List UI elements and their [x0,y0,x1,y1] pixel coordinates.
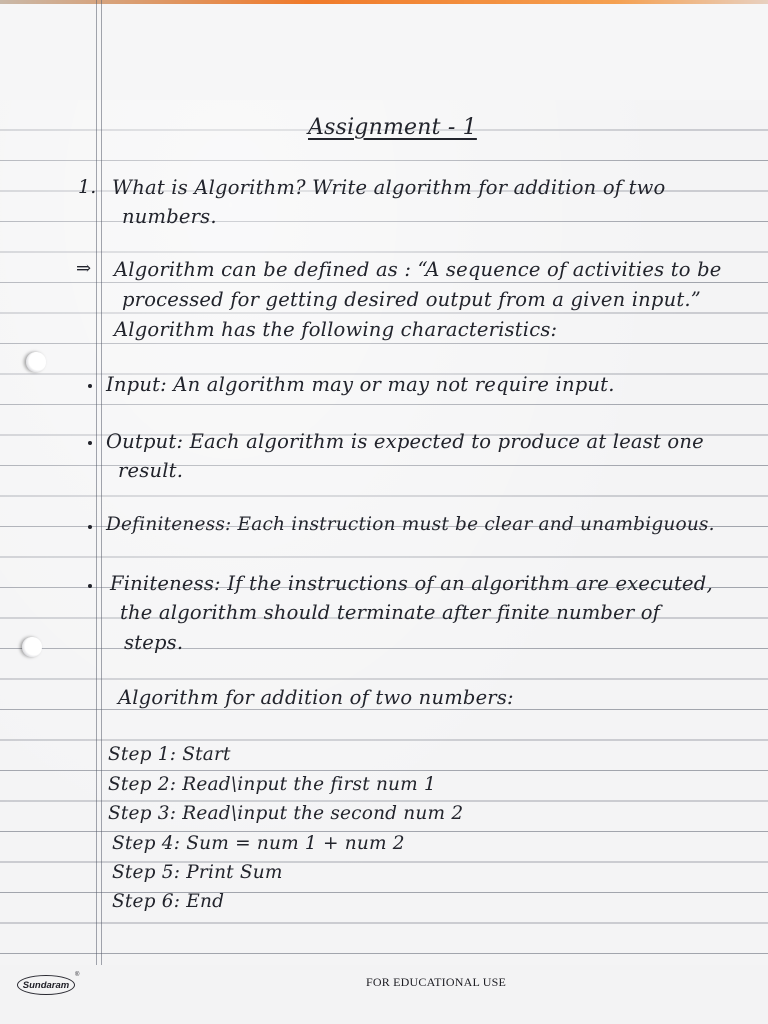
algorithm-heading: Algorithm for addition of two numbers: [118,686,514,709]
algorithm-step: Step 1: Start [108,744,231,765]
footer-text: FOR EDUCATIONAL USE [366,975,507,989]
bullet-icon [88,441,92,445]
binder-hole [26,352,46,372]
question-line: numbers. [122,205,217,228]
bullet-icon [88,525,92,529]
characteristic-output: result. [118,459,184,482]
page-footer-band [0,965,768,1024]
margin-line [101,0,102,1024]
answer-arrow-icon: ⇒ [76,258,92,279]
characteristic-definiteness: Definiteness: Each instruction must be clear and unambiguous. [106,514,715,535]
bullet-icon [88,384,92,388]
assignment-title: Assignment - 1 [308,115,477,140]
page-header-band [0,4,768,100]
bullet-icon [88,584,92,588]
characteristic-input: Input: An algorithm may or may not require input. [106,373,615,396]
algorithm-step: Step 4: Sum = num 1 + num 2 [112,833,405,854]
definition-line: Algorithm has the following characteristics: [114,318,558,341]
margin-line [96,0,97,1024]
algorithm-step: Step 3: Read\input the second num 2 [108,803,464,824]
definition-line: processed for getting desired output from a given input.” [122,288,701,311]
definition-line: Algorithm can be defined as : “A sequence of activities to be [114,258,722,281]
question-number: 1. [78,176,97,198]
algorithm-step: Step 5: Print Sum [112,862,283,883]
brand-logo: Sundaram [17,975,75,995]
question-line: What is Algorithm? Write algorithm for addition of two [112,176,666,199]
characteristic-finiteness: the algorithm should terminate after finite number of [120,601,661,624]
algorithm-step: Step 6: End [112,891,225,912]
binder-hole [22,637,42,657]
characteristic-finiteness: steps. [124,631,184,654]
algorithm-step: Step 2: Read\input the first num 1 [108,774,436,795]
characteristic-finiteness: Finiteness: If the instructions of an algorithm are executed, [110,572,713,595]
characteristic-output: Output: Each algorithm is expected to produce at least one [106,430,704,453]
registered-mark: ® [75,972,80,978]
